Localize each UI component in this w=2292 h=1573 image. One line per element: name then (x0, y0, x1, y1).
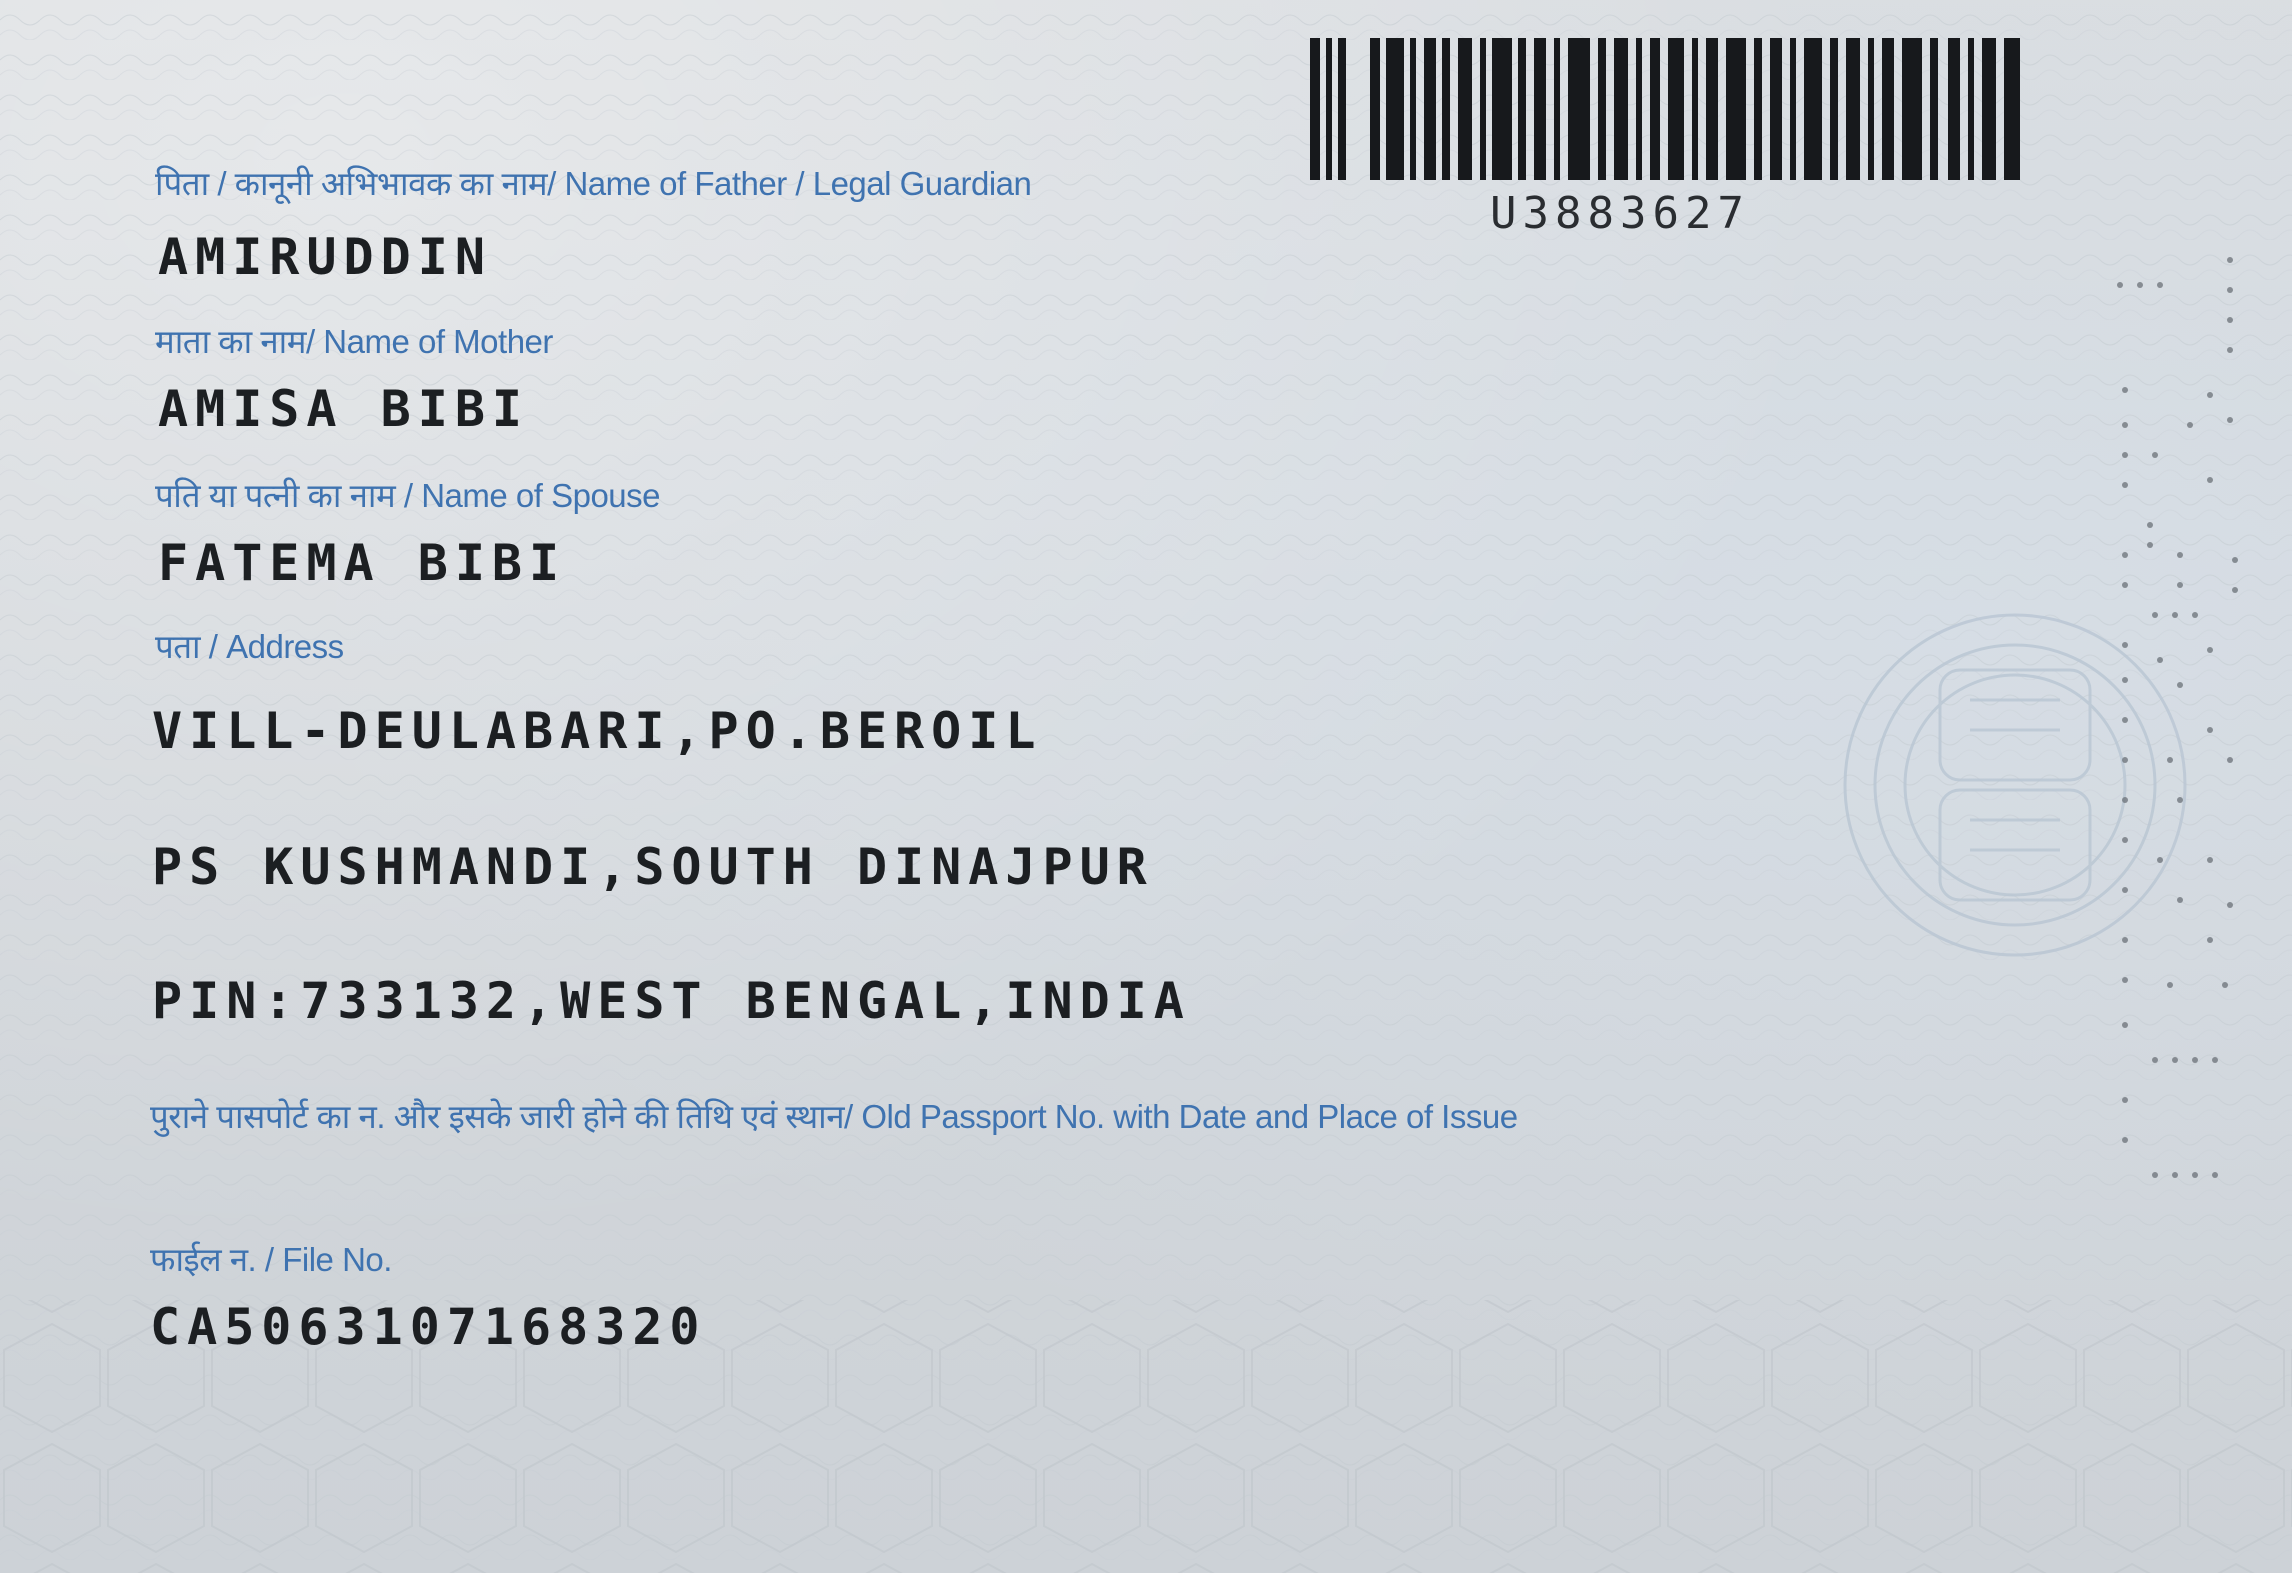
barcode-icon (1308, 38, 2034, 194)
old-passport-label: पुराने पासपोर्ट का न. और इसके जारी होने की तिथि एवं स्थान/ Old Passport No. with Date and Place of Issue (150, 1098, 1518, 1135)
address-line-2: PS KUSHMANDI,SOUTH DINAJPUR (152, 838, 1154, 896)
spouse-label: पति या पत्नी का नाम / Name of Spouse (155, 477, 660, 514)
address-line-1: VILL-DEULABARI,PO.BEROIL (152, 702, 1043, 760)
address-label: पता / Address (155, 628, 344, 665)
perforation-dots (2100, 240, 2260, 1320)
father-label: पिता / कानूनी अभिभावक का नाम/ Name of Father / Legal Guardian (155, 165, 1032, 202)
spouse-name: FATEMA BIBI (158, 534, 567, 592)
mother-name: AMISA BIBI (158, 380, 530, 438)
address-line-3: PIN:733132,WEST BENGAL,INDIA (152, 972, 1191, 1030)
file-number-label: फाईल न. / File No. (150, 1241, 392, 1278)
file-number: CA5063107168320 (150, 1298, 707, 1356)
father-name: AMIRUDDIN (158, 228, 492, 286)
mother-label: माता का नाम/ Name of Mother (155, 323, 553, 360)
barcode-number: U3883627 (1490, 188, 1750, 239)
